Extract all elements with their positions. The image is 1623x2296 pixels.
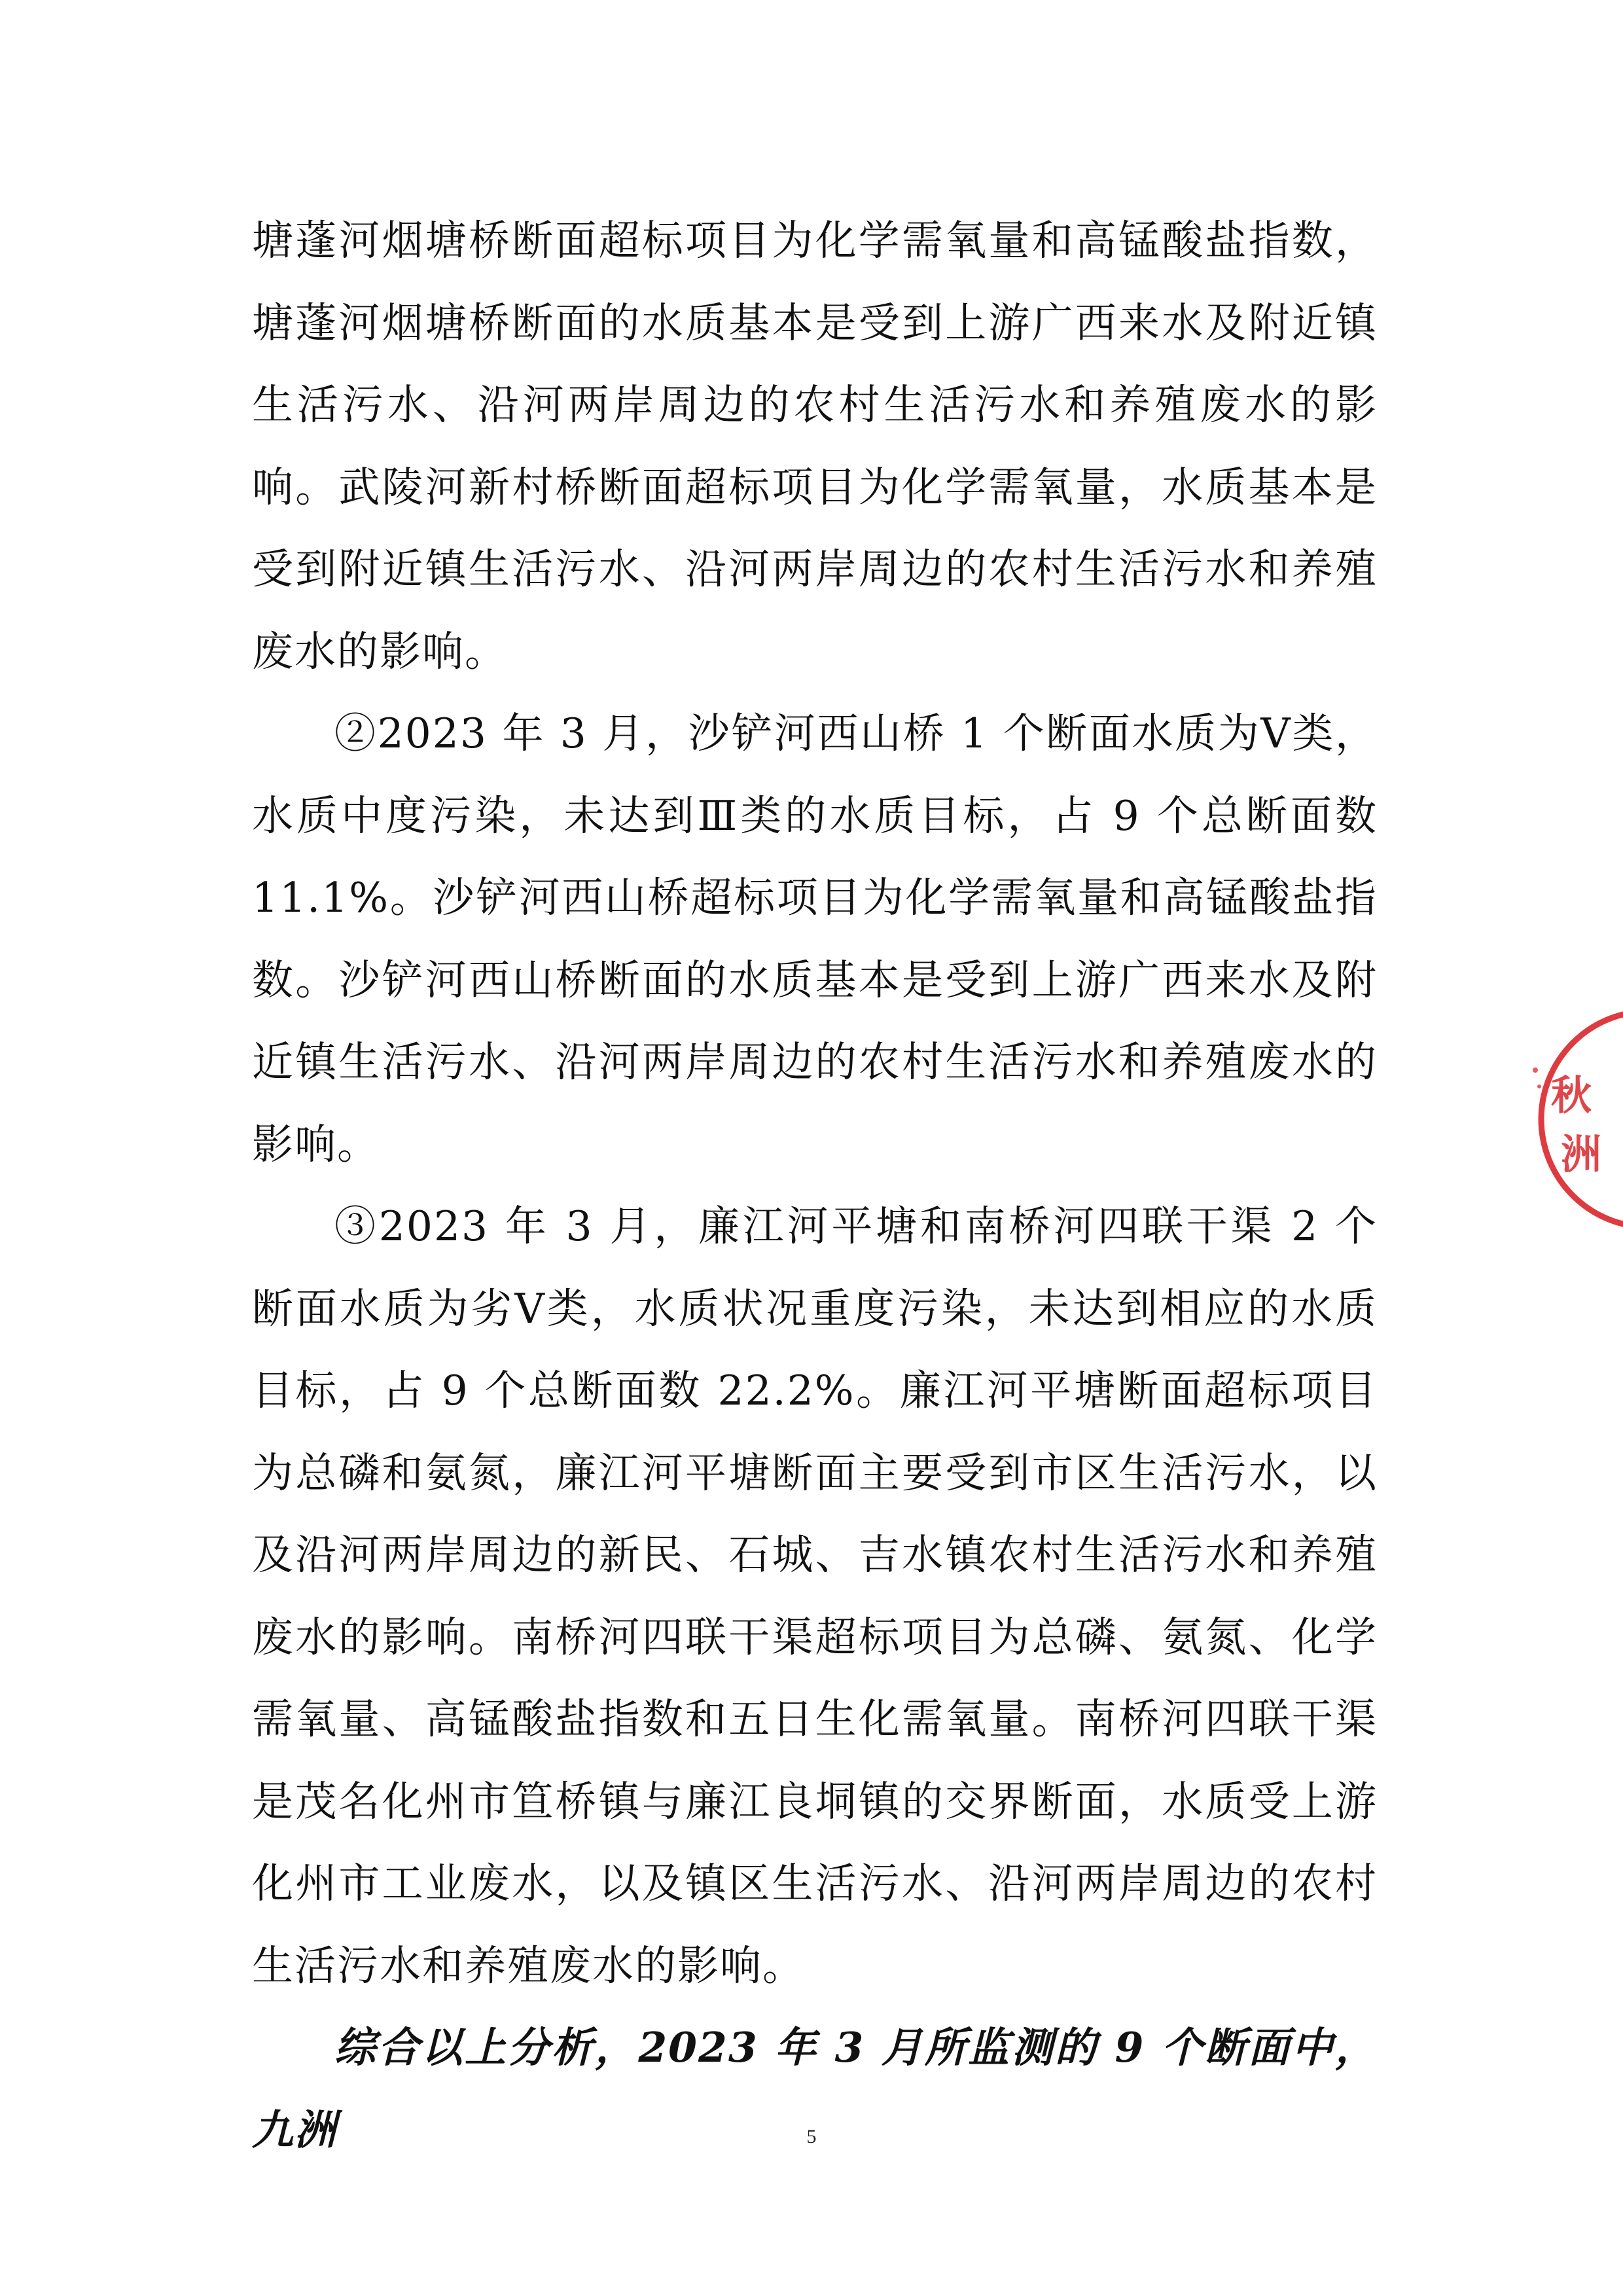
paragraph-lianjiang-river: ③2023 年 3 月，廉江河平塘和南桥河四联干渠 2 个断面水质为劣Ⅴ类，水质状况重度污染，未达到相应的水质目标，占 9 个总断面数 22.2%。廉江河平塘断面超标项目为总磷和氨氮，廉江河平塘断面主要受到市区生活污水，以及沿河两岸周边的新民、石城、吉水镇农村生活污水和养殖废水的影响。南桥河四联干渠超标项目为总磷、氨氮、化学需氧量、高锰酸盐指数和五日生化需氧量。南桥河四联干渠是茂名化州市笪桥镇与廉江良垌镇的交界断面，水质受上游化州市工业废水，以及镇区生活污水、沿河两岸周边的农村生活污水和养殖废水的影响。 bbox=[252, 1202, 1378, 1990]
official-seal-stamp bbox=[1525, 995, 1623, 1244]
svg-text:洲: 洲 bbox=[1561, 1130, 1602, 1178]
paragraph-water-quality-tangpeng: 塘蓬河烟塘桥断面超标项目为化学需氧量和高锰酸盐指数，塘蓬河烟塘桥断面的水质基本是受到上游广西来水及附近镇生活污水、沿河两岸周边的农村生活污水和养殖废水的影响。武陵河新村桥断面超标项目为化学需氧量，水质基本是受到附近镇生活污水、沿河两岸周边的农村生活污水和养殖废水的影响。 bbox=[252, 217, 1378, 675]
svg-text:秋: 秋 bbox=[1551, 1071, 1592, 1119]
paragraph-summary: 综合以上分析，2023 年 3 月所监测的 9 个断面中，九洲 bbox=[252, 2023, 1378, 2154]
seal-graphic bbox=[1525, 995, 1623, 1244]
paragraph-shachan-river: ②2023 年 3 月，沙铲河西山桥 1 个断面水质为Ⅴ类，水质中度污染，未达到Ⅲ类的水质目标，占 9 个总断面数 11.1%。沙铲河西山桥超标项目为化学需氧量和高锰酸盐指数。沙铲河西山桥断面的水质基本是受到上游广西来水及附近镇生活污水、沿河两岸周边的农村生活污水和养殖废水的影响。 bbox=[252, 709, 1378, 1168]
page-number: 5 bbox=[806, 2126, 817, 2147]
page-body bbox=[252, 200, 1378, 2171]
